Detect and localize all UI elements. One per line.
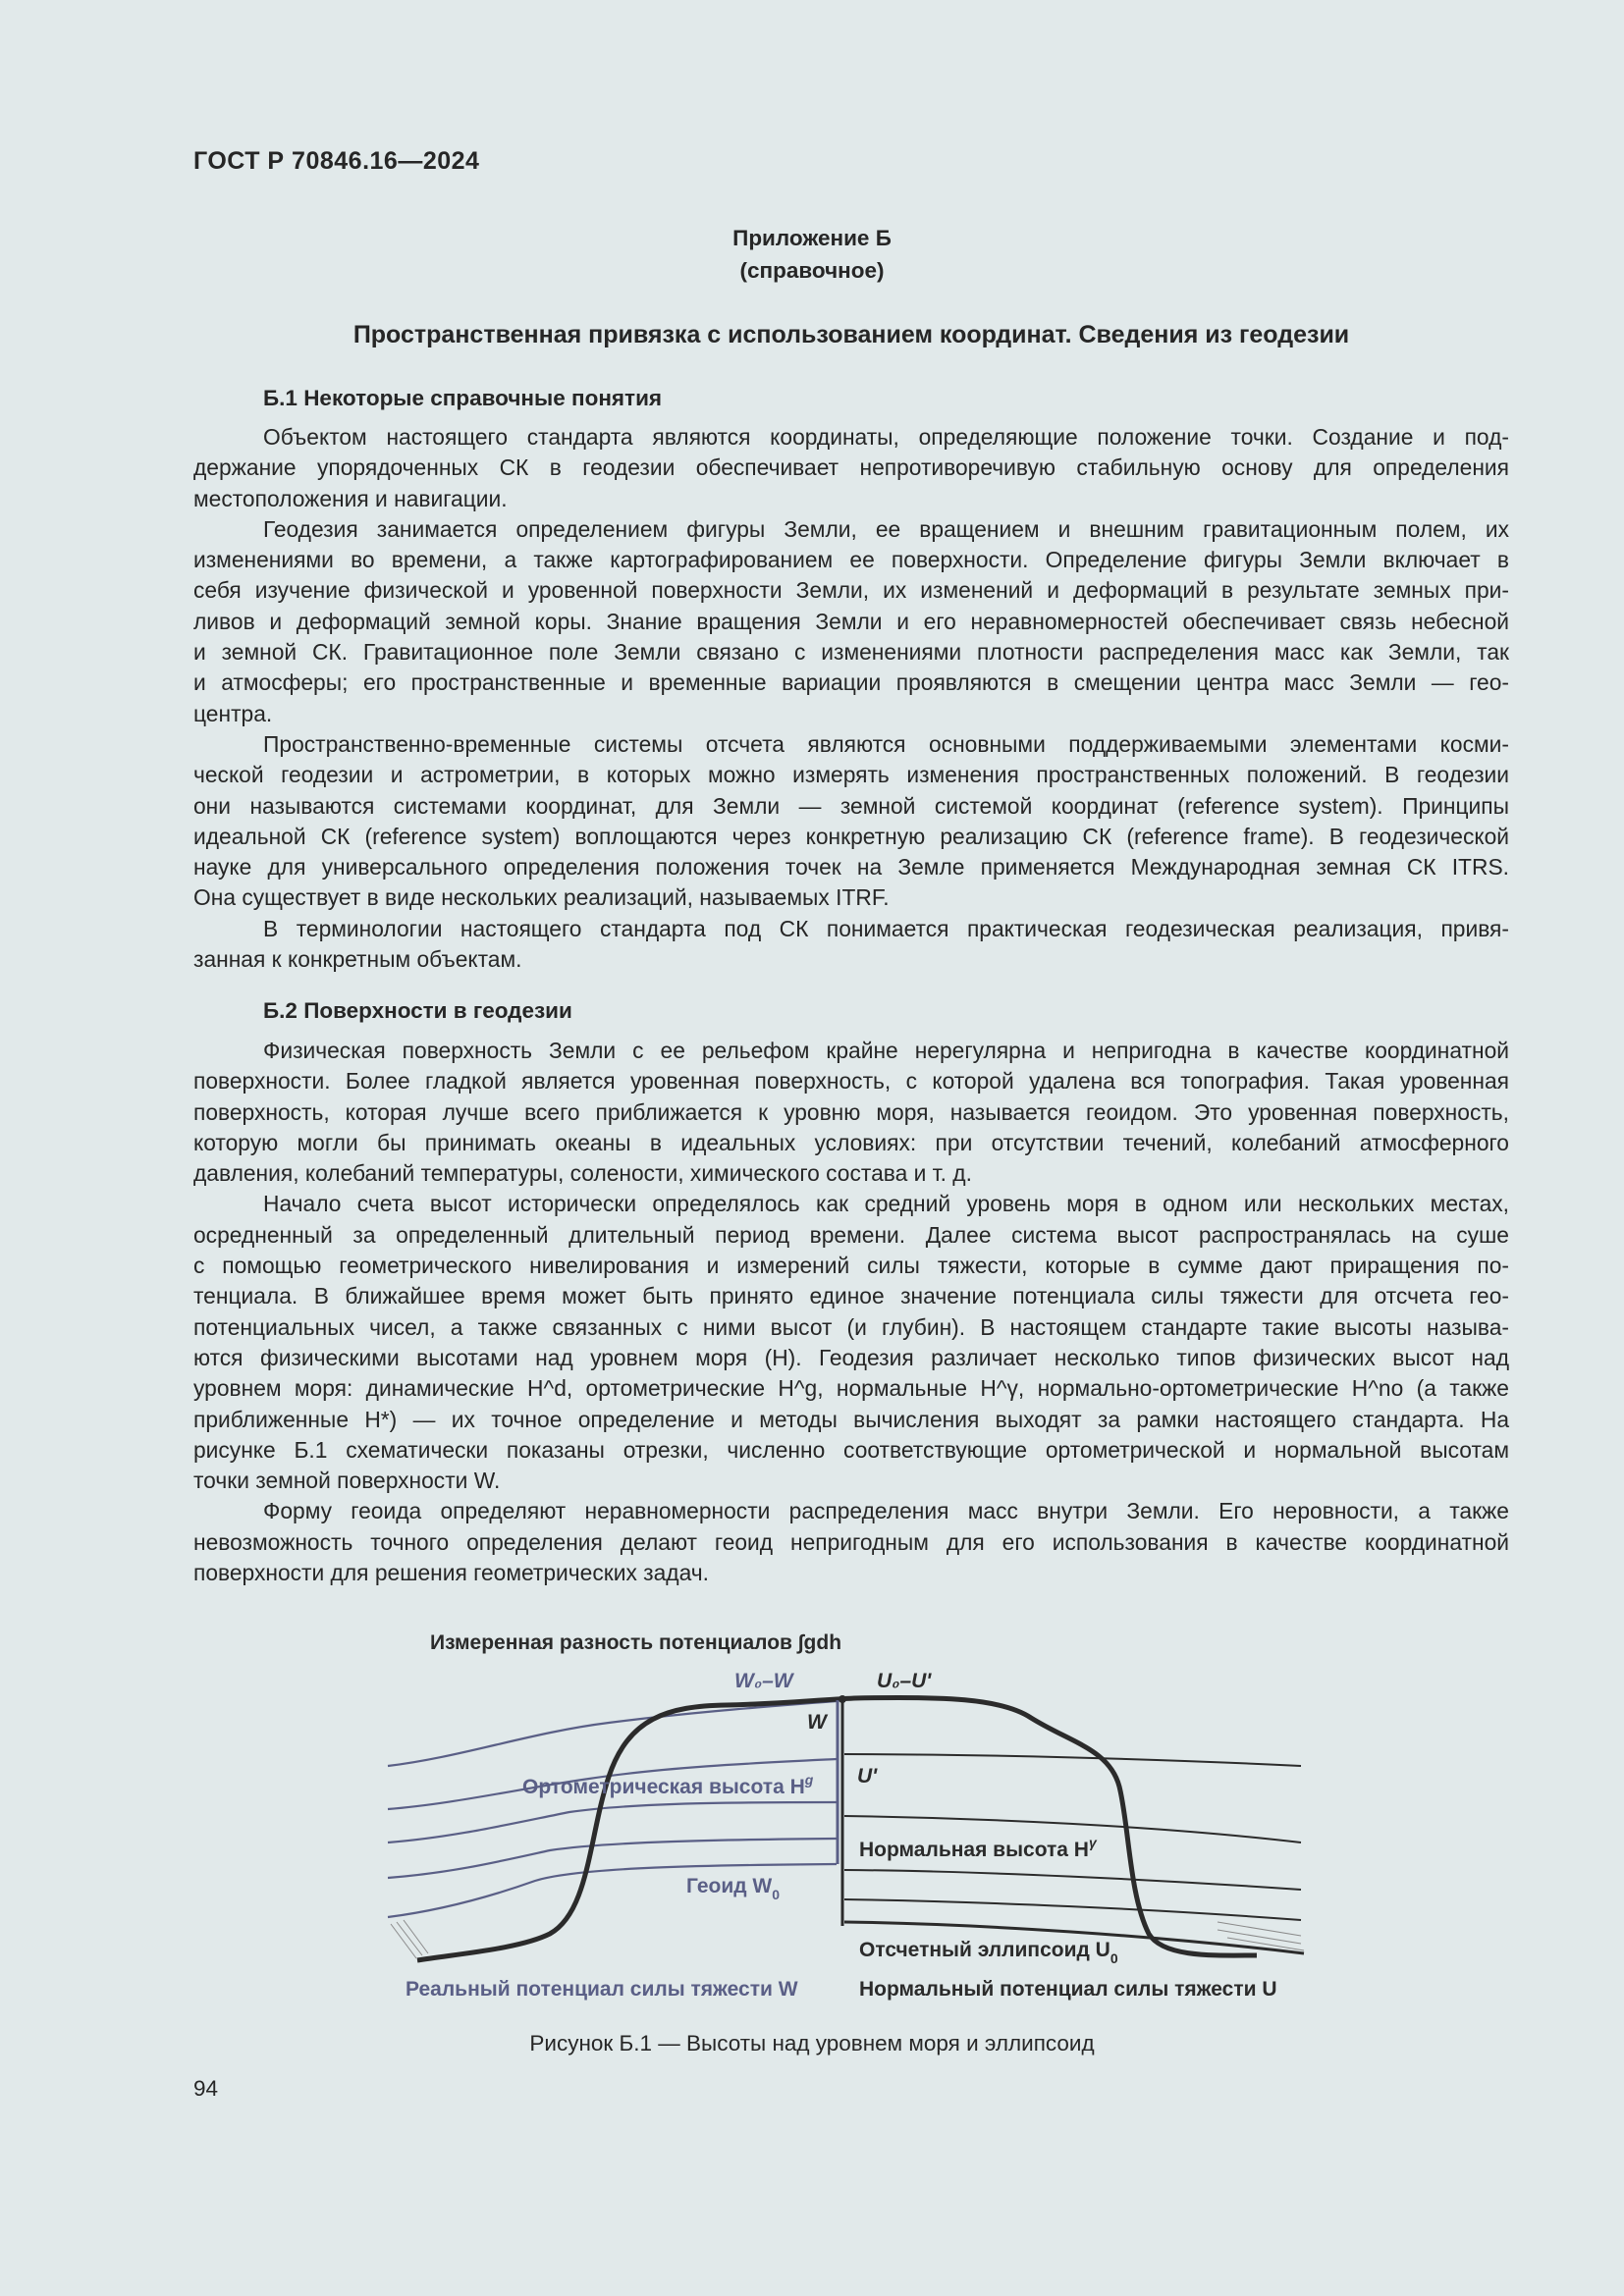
surface-point: [839, 1695, 846, 1703]
text-line: Объектом настоящего стандарта являются координаты, определяющие положение точки. Создание и под-: [263, 424, 1509, 450]
text-line: идеальной СК (reference system) воплощаются через конкретную реализацию СК (reference frame). В геодезической: [193, 823, 1509, 849]
label-w: W: [807, 1711, 827, 1734]
figure-heights-diagram: [0, 1610, 1624, 2022]
text-line: ческой геодезии и астрометрии, в которых можно измерять изменения пространственных положений. В геодезии: [193, 762, 1509, 788]
text-line: поверхности для решения геометрических задач.: [193, 1560, 709, 1586]
figure-caption: Рисунок Б.1 — Высоты над уровнем моря и эллипсоид: [529, 2031, 1095, 2056]
text-line: тенциала. В ближайшее время может быть принято единое значение потенциала силы тяжести для отсчета гео-: [193, 1283, 1509, 1309]
label-real-potential: Реальный потенциал силы тяжести W: [406, 1978, 798, 2001]
text-line: изменениями во времени, а также картографированием ее поверхности. Определение фигуры Земли включает в: [193, 547, 1509, 573]
ellipsoid-sub: 0: [1110, 1950, 1118, 1966]
text-line: давления, колебаний температуры, солености, химического состава и т. д.: [193, 1160, 972, 1187]
text-line: поверхности. Более гладкой является уровенная поверхность, с которой удалена вся топография. Такая уровенная: [193, 1068, 1509, 1095]
text-line: точки земной поверхности W.: [193, 1468, 501, 1494]
label-u-prime: U': [857, 1765, 878, 1788]
text-line: Пространственно-временные системы отсчета являются основными поддерживаемыми элементами косми-: [263, 730, 1509, 757]
text-line: науке для универсального определения положения точек на Земле применяется Международная земная СК ITRS.: [193, 854, 1509, 881]
ellipsoid-text: Отсчетный эллипсоид U: [859, 1939, 1110, 1961]
text-line: центра.: [193, 700, 273, 726]
text-line: Форму геоида определяют неравномерности распределения масс внутри Земли. Его неровности, а также: [263, 1498, 1509, 1524]
text-line: они называются системами координат, для Земли — земной системой координат (reference system). Принципы: [193, 792, 1509, 819]
text-line: ливов и деформаций земной коры. Знание вращения Земли и его неравномерностей обеспечивает связь небесной: [193, 608, 1509, 634]
text-line: которую могли бы принимать океаны в идеальных условиях: при отсутствии течений, колебаний атмосферного: [193, 1129, 1509, 1155]
text-line: уровнем моря: динамические H^d, ортометрические H^g, нормальные H^γ, нормально-ортометрические H^no (а также: [193, 1375, 1509, 1402]
text-line: поверхность, которая лучше всего приближается к уровню моря, называется геоидом. Это уровенная поверхность,: [193, 1098, 1509, 1125]
text-line: Геодезия занимается определением фигуры Земли, ее вращением и внешним гравитационным полем, их: [263, 515, 1509, 542]
text-line: потенциальных чисел, а также связанных с ними высот (и глубин). В настоящем стандарте такие высоты называ-: [193, 1313, 1509, 1340]
text-line: держание упорядоченных СК в геодезии обеспечивает непротиворечивую стабильную основу для определения: [193, 454, 1509, 481]
terrain-hatch-left: [391, 1920, 428, 1958]
annex-heading: Пространственная привязка с использованием координат. Сведения из геодезии: [352, 321, 1350, 348]
text-line: ются физическими высотами над уровнем моря (H). Геодезия различает несколько типов физических высот над: [193, 1344, 1509, 1370]
label-orthometric-height: [522, 1772, 814, 1798]
section-1-body: [193, 422, 1509, 975]
document-code: ГОСТ Р 70846.16—2024: [193, 147, 480, 175]
annex-type: (справочное): [739, 258, 885, 283]
text-line: Физическая поверхность Земли с ее рельефом крайне нерегулярна и непригодна в качестве координатной: [263, 1038, 1509, 1063]
text-line: рисунке Б.1 схематически показаны отрезки, численно соответствующие ортометрической и нормальной высотам: [193, 1436, 1509, 1463]
figure-title: Измеренная разность потенциалов ∫gdh: [430, 1631, 842, 1654]
label-normal-height: [859, 1835, 1098, 1861]
normal-height-sup: γ: [1088, 1835, 1097, 1850]
text-line: с помощью геометрического нивелирования и измерений силы тяжести, которые в сумме дают приращения по-: [193, 1253, 1509, 1279]
text-line: Она существует в виде нескольких реализаций, называемых ITRF.: [193, 884, 890, 911]
text-line: занная к конкретным объектам.: [193, 946, 522, 973]
geoid-text: Геоид W: [686, 1875, 773, 1897]
label-reference-ellipsoid: [859, 1939, 1118, 1966]
section-1-title: Б.1 Некоторые справочные понятия: [263, 386, 663, 410]
text-line: и атмосферы; его пространственные и временные вариации проявляются в смещении центра масс Земли — гео-: [193, 669, 1509, 696]
section-2-title: Б.2 Поверхности в геодезии: [263, 998, 572, 1023]
normal-height-text: Нормальная высота H: [859, 1839, 1089, 1861]
page-number: 94: [193, 2076, 219, 2101]
text-line: невозможность точного определения делают геоид непригодным для его использования в качестве координатной: [193, 1528, 1509, 1555]
annex-title: Приложение Б: [732, 226, 892, 250]
label-w0-minus-w: W₀–W: [734, 1670, 793, 1692]
text-line: осредненный за определенный длительный период времени. Далее система высот распространялась на суше: [193, 1221, 1509, 1248]
geoid-sub: 0: [772, 1887, 781, 1902]
text-line: местоположения и навигации.: [193, 485, 508, 511]
text-line: приближенные H*) — их точное определение и методы вычисления выходят за рамки настоящего стандарта. На: [193, 1406, 1509, 1432]
text-line: Начало счета высот исторически определялось как средний уровень моря в одном или нескольких местах,: [263, 1191, 1509, 1217]
label-geoid: [686, 1875, 780, 1902]
text-line: и земной СК. Гравитационное поле Земли связано с изменениями плотности распределения масс как Земли, так: [193, 639, 1509, 666]
text-line: В терминологии настоящего стандарта под СК понимается практическая геодезическая реализация, привя-: [263, 915, 1509, 941]
label-u0-minus-u: U₀–U': [877, 1670, 932, 1692]
label-normal-potential: Нормальный потенциал силы тяжести U: [859, 1978, 1277, 2001]
section-2-body: [193, 1036, 1509, 1588]
orthometric-text: Ортометрическая высота H: [522, 1776, 805, 1798]
orthometric-sup: g: [804, 1772, 814, 1788]
text-line: себя изучение физической и уровенной поверхности Земли, их изменений и деформаций в результате земных при-: [193, 577, 1509, 604]
